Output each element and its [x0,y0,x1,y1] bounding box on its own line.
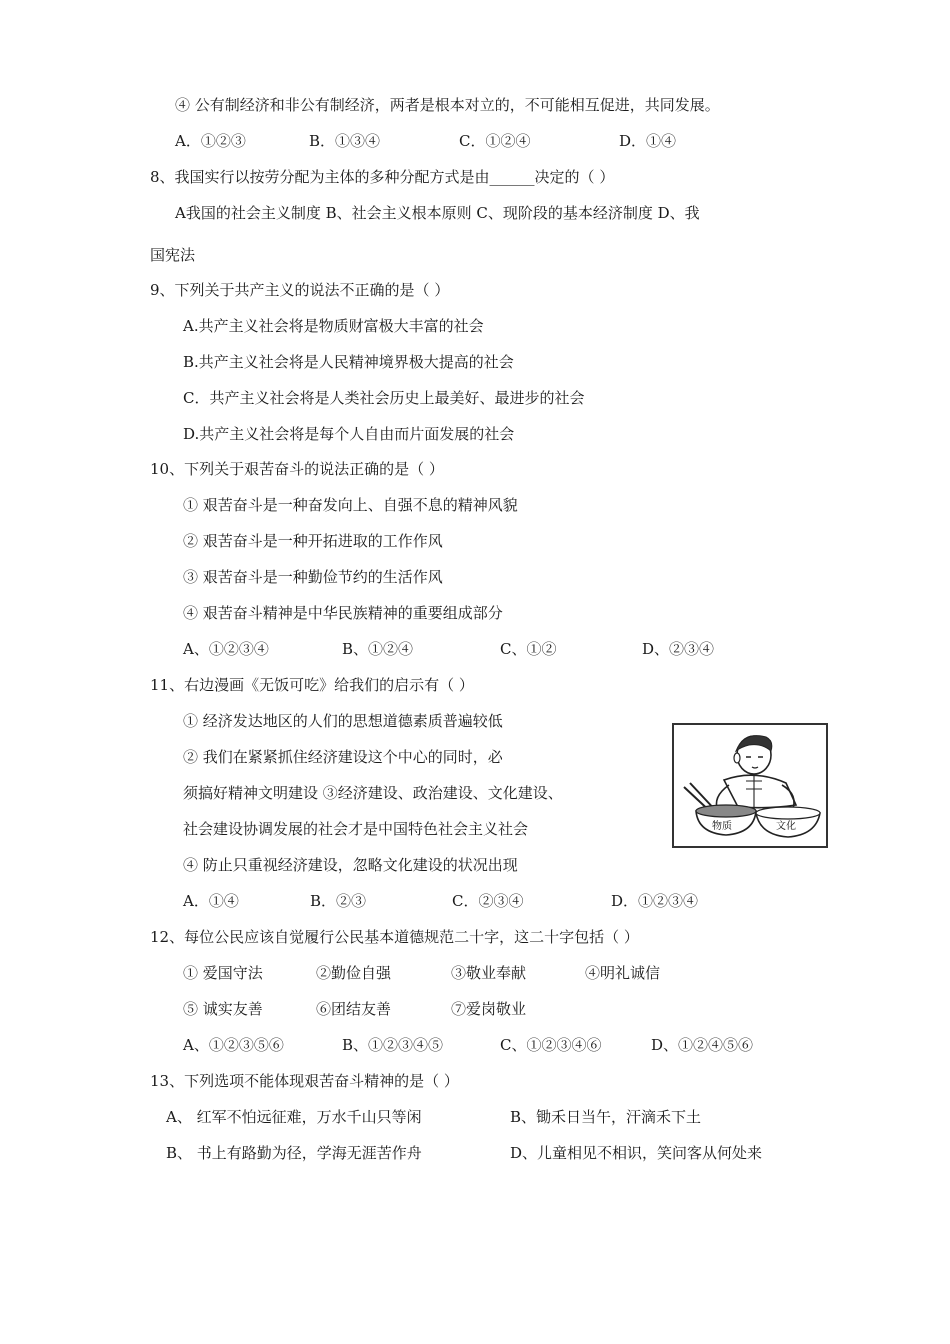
q13-options-row-1 [166,1107,806,1127]
q8-options-line-2: 国宪法 [150,246,196,264]
q7-options [175,131,675,151]
q12-item: ⑦爱岗敬业 [451,1000,527,1018]
option-c: C、①② [500,640,557,658]
q9-option-b: B.共产主义社会将是人民精神境界极大提高的社会 [183,353,514,371]
q10-item-4: ④ 艰苦奋斗精神是中华民族精神的重要组成部分 [183,604,503,622]
q9-option-d: D.共产主义社会将是每个人自由而片面发展的社会 [183,425,515,443]
q12-item: ②勤俭自强 [316,964,392,982]
option-c: C、①②③④⑥ [500,1036,602,1054]
q9-option-c: C．共产主义社会将是人类社会历史上最美好、最进步的社会 [183,389,585,407]
option-b: B、①②④ [342,640,414,658]
cartoon-drawing [674,725,826,846]
option-b: B．②③ [310,892,367,910]
q8-stem: 8、我国实行以按劳分配为主体的多种分配方式是由______决定的（ ） [150,168,615,186]
q12-items-row-1 [183,963,703,983]
q11-item-3: 社会建设协调发展的社会才是中国特色社会主义社会 [183,820,529,838]
q12-item: ③敬业奉献 [451,964,527,982]
q10-item-1: ① 艰苦奋斗是一种奋发向上、自强不息的精神风貌 [183,496,518,514]
q11-item-2a: ② 我们在紧紧抓住经济建设这个中心的同时，必 [183,748,503,766]
option-c: C．②③④ [452,892,524,910]
q10-stem: 10、下列关于艰苦奋斗的说法正确的是（ ） [150,460,444,478]
q12-item: ⑤ 诚实友善 [183,1000,263,1018]
option-d: D．①④ [619,132,677,150]
q11-item-2b: 须搞好精神文明建设 ③经济建设、政治建设、文化建设、 [183,784,563,802]
bowl-left-label: 物质 [712,821,732,832]
q12-stem: 12、每位公民应该自觉履行公民基本道德规范二十字，这二十字包括（ ） [150,928,639,946]
q11-options [183,891,723,911]
option-c: C．①②④ [459,132,531,150]
option-c: B、 书上有路勤为径，学海无涯苦作舟 [166,1144,422,1162]
q12-item: ④明礼诚信 [585,964,661,982]
option-b: B．①③④ [309,132,381,150]
q7-item-4: ④ 公有制经济和非公有制经济，两者是根本对立的，不可能相互促进，共同发展。 [175,96,720,114]
q10-options [183,639,743,659]
q12-item: ① 爱国守法 [183,964,263,982]
option-a: A．①②③ [175,132,246,150]
q13-options-row-2 [166,1143,806,1163]
q11-item-1: ① 经济发达地区的人们的思想道德素质普遍较低 [183,712,503,730]
q9-stem: 9、下列关于共产主义的说法不正确的是（ ） [150,281,450,299]
q9-option-a: A.共产主义社会将是物质财富极大丰富的社会 [183,317,484,335]
option-a: A、①②③④ [183,640,269,658]
cartoon-illustration [672,723,828,848]
q10-item-3: ③ 艰苦奋斗是一种勤俭节约的生活作风 [183,568,443,586]
q12-options [183,1035,783,1055]
q12-items-row-2 [183,999,703,1019]
option-a: A、①②③⑤⑥ [183,1036,284,1054]
option-a: A、 红军不怕远征难，万水千山只等闲 [166,1108,422,1126]
bowl-right-label: 文化 [776,821,796,832]
option-d: D、①②④⑤⑥ [651,1036,754,1054]
q12-item: ⑥团结友善 [316,1000,392,1018]
option-b: B、①②③④⑤ [342,1036,444,1054]
option-d: D、②③④ [642,640,715,658]
q11-item-4: ④ 防止只重视经济建设，忽略文化建设的状况出现 [183,856,518,874]
q13-stem: 13、下列选项不能体现艰苦奋斗精神的是（ ） [150,1072,459,1090]
q8-options-line-1: A我国的社会主义制度 B、社会主义根本原则 C、现阶段的基本经济制度 D、我 [175,204,700,222]
q10-item-2: ② 艰苦奋斗是一种开拓进取的工作作风 [183,532,443,550]
option-a: A．①④ [183,892,239,910]
option-d: D．①②③④ [611,892,699,910]
option-d: D、儿童相见不相识，笑问客从何处来 [510,1144,763,1162]
q11-stem: 11、右边漫画《无饭可吃》给我们的启示有（ ） [150,676,474,694]
option-b: B、锄禾日当午，汗滴禾下土 [510,1108,702,1126]
